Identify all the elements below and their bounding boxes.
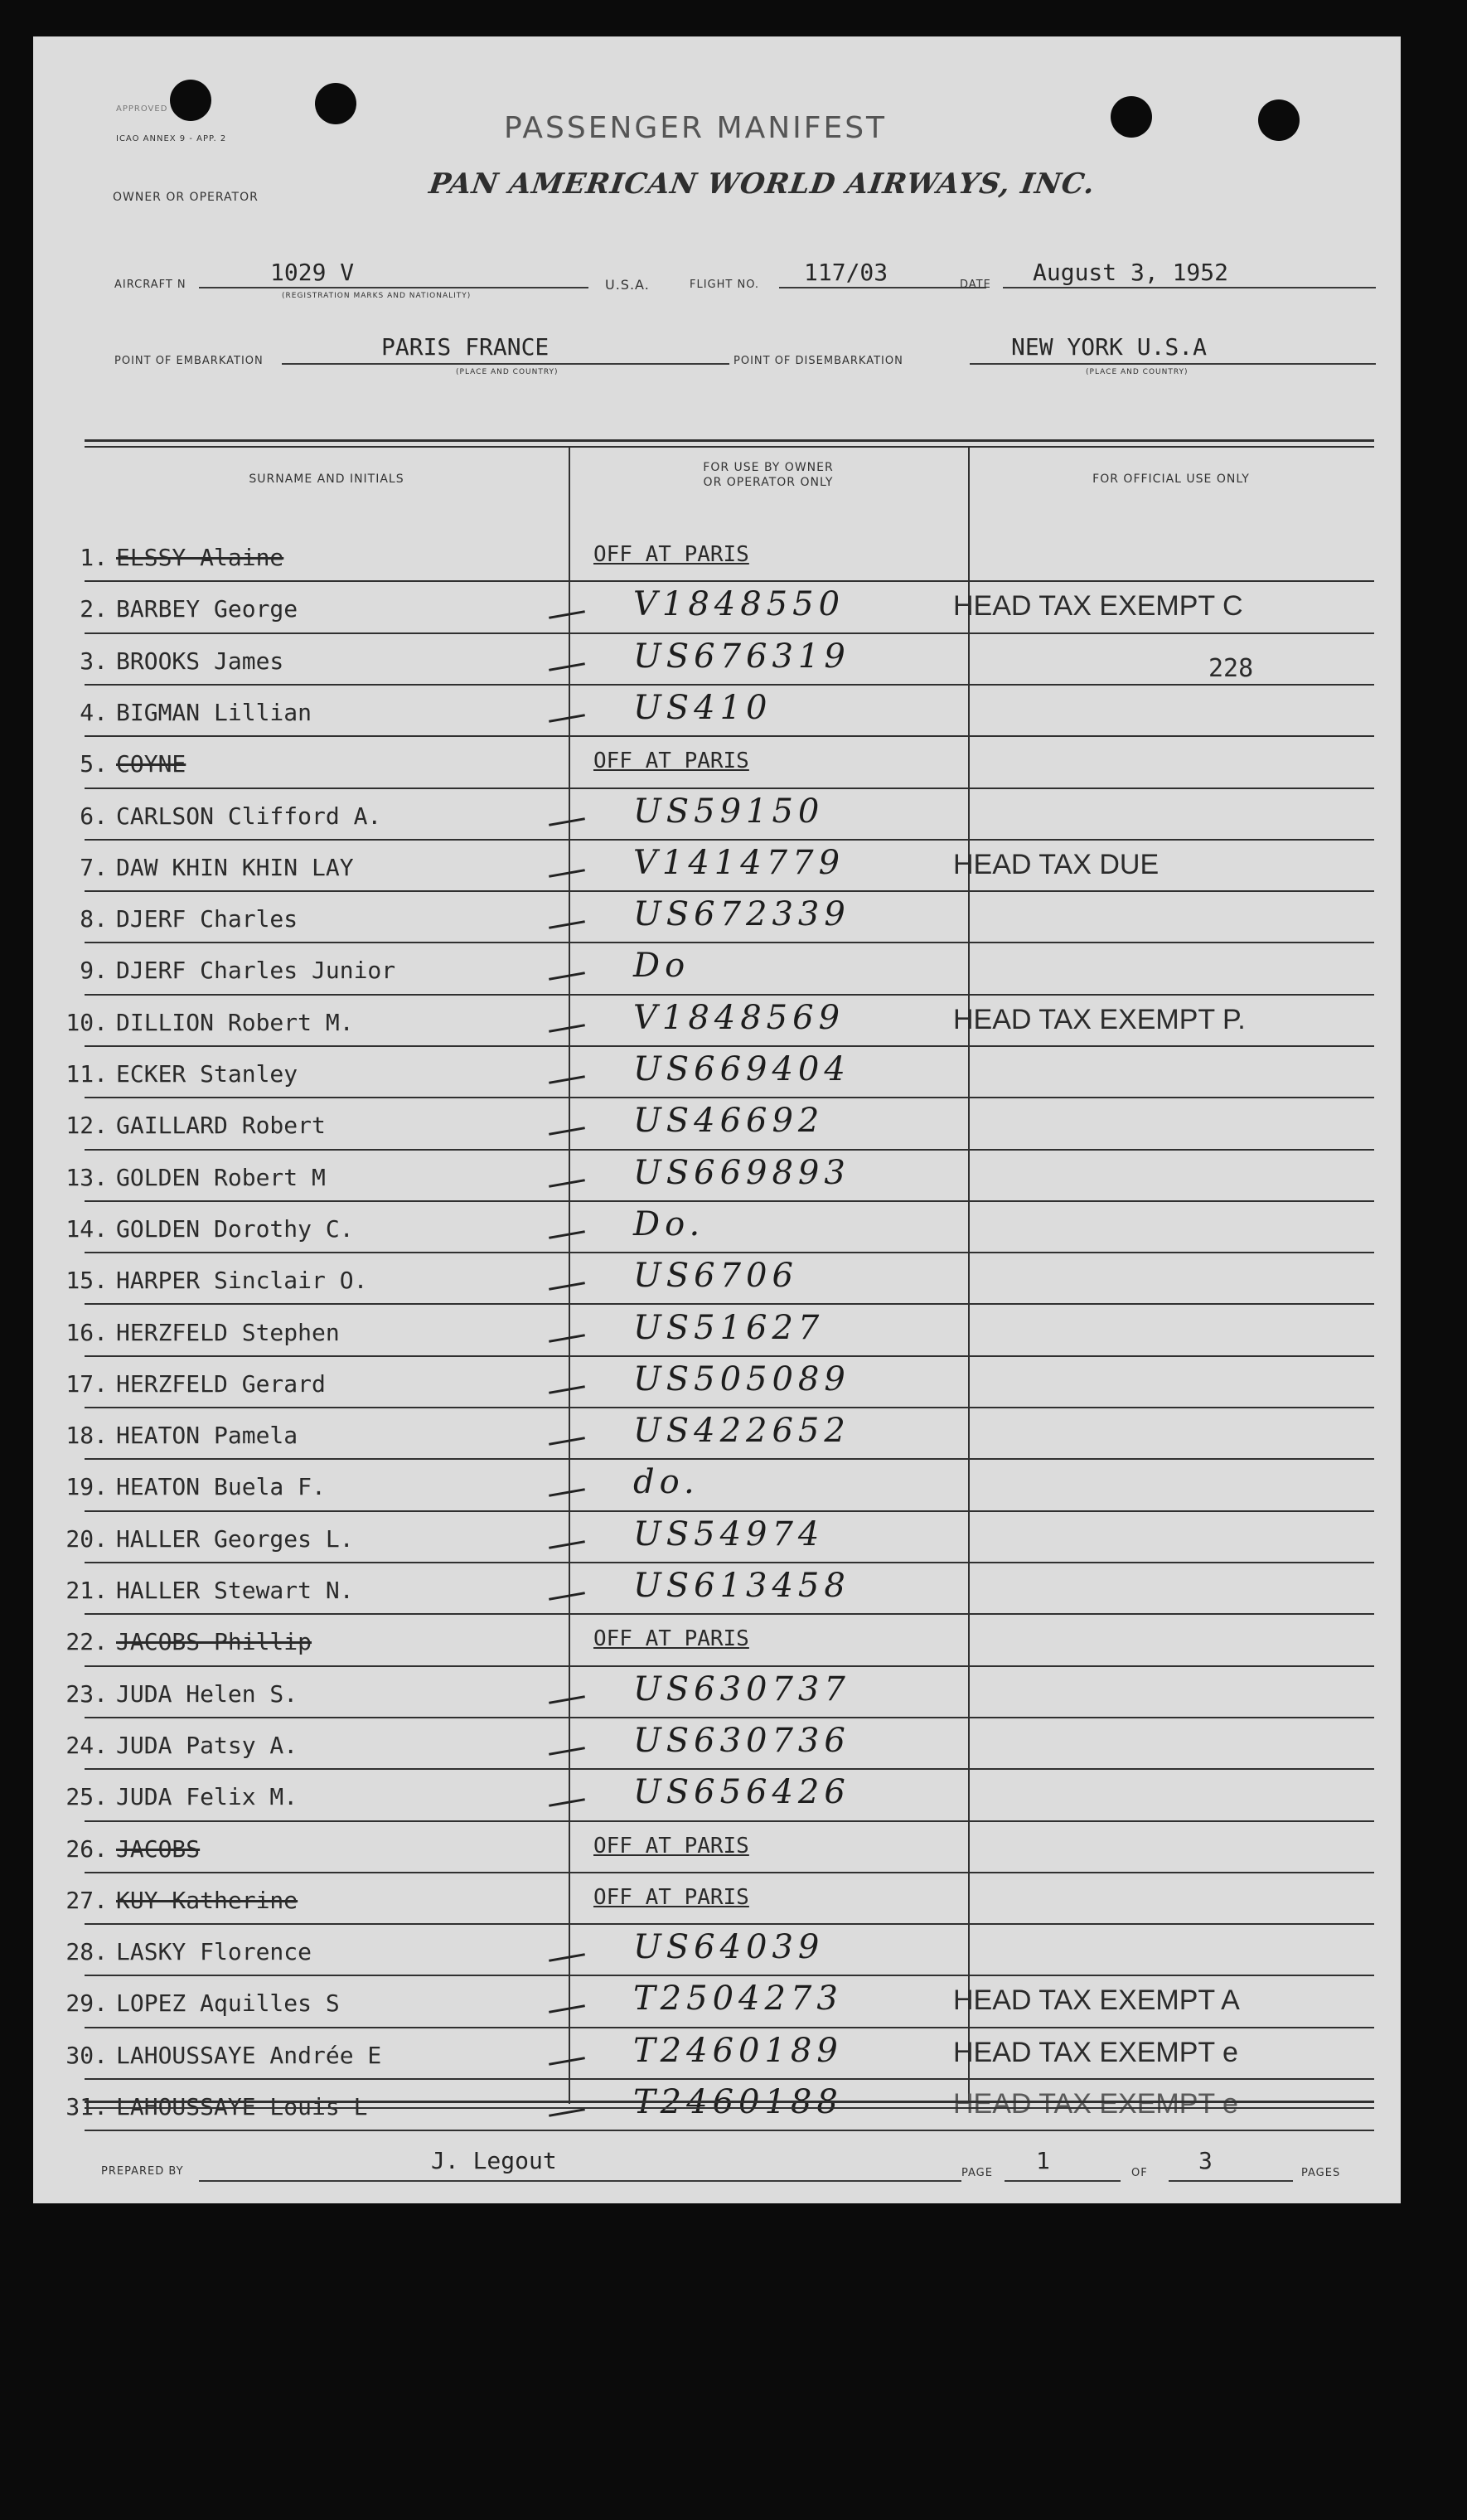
row-rule [85, 1045, 1374, 1047]
punch-hole [1258, 99, 1300, 141]
row-number: 22. [65, 1628, 108, 1655]
row-number: 21. [65, 1577, 108, 1604]
row-number: 11. [65, 1060, 108, 1088]
passenger-name: HERZFELD Stephen [116, 1319, 340, 1346]
passport-number: US676319 [633, 637, 850, 676]
off-at-paris-note: OFF AT PARIS [593, 749, 749, 773]
row-number: 18. [65, 1422, 108, 1449]
row-rule [85, 1149, 1374, 1151]
check-mark [549, 1488, 585, 1497]
row-rule [85, 580, 1374, 582]
passport-number: US656426 [633, 1773, 850, 1811]
passport-number: US422652 [633, 1412, 850, 1450]
aircraft-sub: (REGISTRATION MARKS AND NATIONALITY) [282, 292, 472, 300]
embark-sub: (PLACE AND COUNTRY) [456, 368, 559, 376]
row-rule [85, 1717, 1374, 1718]
passport-number: V1848569 [633, 999, 845, 1037]
date-value: August 3, 1952 [1033, 259, 1229, 286]
head-tax-stamp: HEAD TAX EXEMPT A [953, 1984, 1240, 2016]
passenger-name: ECKER Stanley [116, 1060, 298, 1088]
check-mark [549, 1024, 585, 1033]
passenger-name: JACOBS Phillip [116, 1628, 312, 1655]
passenger-name: COYNE [116, 750, 186, 778]
check-mark [549, 1437, 585, 1446]
column-header-owner: FOR USE BY OWNER [703, 461, 834, 474]
check-mark [549, 662, 585, 671]
passport-number: V1414779 [633, 844, 845, 882]
passport-number: T2460189 [633, 2032, 843, 2070]
row-number: 1. [80, 544, 108, 571]
row-number: 9. [80, 957, 108, 984]
row-rule [85, 684, 1374, 686]
passenger-name: LAHOUSSAYE Andrée E [116, 2042, 382, 2069]
usa-label: U.S.A. [605, 277, 650, 293]
check-mark [549, 1334, 585, 1343]
row-number: 26. [65, 1835, 108, 1863]
row-rule [85, 1923, 1374, 1925]
row-number: 5. [80, 750, 108, 778]
date-label: DATE [960, 279, 991, 291]
row-number: 16. [65, 1319, 108, 1346]
row-rule [85, 890, 1374, 892]
row-rule [85, 1975, 1374, 1976]
passenger-name: JUDA Helen S. [116, 1680, 298, 1708]
check-mark [549, 714, 585, 723]
pages-label: PAGES [1301, 2167, 1341, 2179]
row-rule [85, 2027, 1374, 2028]
passenger-name: LAHOUSSAYE Louis L [116, 2093, 368, 2120]
passport-number: US613458 [633, 1567, 850, 1605]
page-label: PAGE [961, 2167, 993, 2179]
embark-value: PARIS FRANCE [381, 333, 550, 361]
check-mark [549, 1282, 585, 1291]
of-label: OF [1131, 2167, 1148, 2179]
row-rule [85, 1097, 1374, 1098]
off-at-paris-note: OFF AT PARIS [593, 542, 749, 567]
head-tax-stamp: HEAD TAX EXEMPT e [953, 2037, 1238, 2068]
check-mark [549, 1540, 585, 1549]
passport-number: US630737 [633, 1670, 850, 1708]
row-number: 12. [65, 1112, 108, 1139]
row-number: 28. [65, 1938, 108, 1965]
row-number: 10. [65, 1009, 108, 1036]
row-rule [85, 1613, 1374, 1615]
row-rule [85, 788, 1374, 789]
check-mark [549, 2004, 585, 2014]
flight-value: 117/03 [804, 259, 888, 286]
off-at-paris-note: OFF AT PARIS [593, 1885, 749, 1910]
passenger-name: GAILLARD Robert [116, 1112, 326, 1139]
passport-number: Do. [633, 1205, 705, 1243]
row-rule [85, 1510, 1374, 1512]
passport-number: US669893 [633, 1154, 850, 1192]
aircraft-value: 1029 V [270, 259, 355, 286]
check-mark [549, 1592, 585, 1601]
check-mark [549, 1127, 585, 1136]
passenger-name: LOPEZ Aquilles S [116, 1989, 340, 2017]
passenger-name: DAW KHIN KHIN LAY [116, 854, 354, 881]
row-number: 2. [80, 595, 108, 623]
row-number: 7. [80, 854, 108, 881]
passport-number: US59150 [633, 792, 825, 831]
flight-label: FLIGHT NO. [690, 279, 760, 291]
check-mark [549, 610, 585, 619]
prepared-value: J. Legout [431, 2147, 557, 2174]
passenger-name: BIGMAN Lillian [116, 699, 312, 726]
passport-number: US669404 [633, 1050, 850, 1088]
passport-number: US410 [633, 689, 772, 727]
of-value: 3 [1198, 2147, 1213, 2174]
manifest-sheet [33, 36, 1401, 2203]
check-mark [549, 1385, 585, 1394]
passenger-name: HALLER Georges L. [116, 1525, 354, 1553]
row-rule [85, 1252, 1374, 1253]
off-at-paris-note: OFF AT PARIS [593, 1834, 749, 1858]
row-rule [85, 839, 1374, 841]
punch-hole [1111, 96, 1152, 138]
passenger-name: LASKY Florence [116, 1938, 312, 1965]
passenger-name: BROOKS James [116, 647, 284, 675]
disembark-value: NEW YORK U.S.A [1011, 333, 1208, 361]
row-rule [85, 735, 1374, 737]
check-mark [549, 972, 585, 981]
passport-number: V1848550 [633, 585, 845, 623]
row-rule [85, 1458, 1374, 1460]
row-number: 13. [65, 1164, 108, 1191]
row-number: 14. [65, 1215, 108, 1243]
row-rule [85, 1872, 1374, 1873]
passport-number: do. [633, 1463, 700, 1501]
check-mark [549, 2108, 585, 2117]
passenger-name: HEATON Pamela [116, 1422, 298, 1449]
row-rule [85, 2130, 1374, 2131]
row-number: 17. [65, 1370, 108, 1398]
page-title: PASSENGER MANIFEST [504, 111, 888, 145]
company-name: PAN AMERICAN WORLD AIRWAYS, INC. [427, 167, 1097, 201]
check-mark [549, 817, 585, 826]
passenger-name: ELSSY Alaine [116, 544, 284, 571]
passenger-name: GOLDEN Robert M [116, 1164, 326, 1191]
row-rule [85, 1407, 1374, 1408]
passport-number: US6706 [633, 1257, 798, 1295]
row-rule [85, 1355, 1374, 1357]
head-tax-stamp: HEAD TAX EXEMPT C [953, 590, 1243, 622]
row-rule [85, 994, 1374, 996]
aircraft-label: AIRCRAFT N [114, 279, 186, 291]
check-mark [549, 1695, 585, 1704]
row-rule [85, 1768, 1374, 1770]
row-rule [85, 942, 1374, 943]
check-mark [549, 1075, 585, 1084]
check-mark [549, 1953, 585, 1962]
row-rule [85, 1562, 1374, 1563]
corner-note: ICAO ANNEX 9 - APP. 2 [116, 134, 227, 143]
column-header-official: FOR OFFICIAL USE ONLY [1092, 472, 1250, 486]
row-number: 25. [65, 1783, 108, 1810]
row-number: 15. [65, 1267, 108, 1294]
official-note: 228 [1208, 654, 1254, 683]
check-mark [549, 1798, 585, 1807]
check-mark [549, 920, 585, 929]
row-number: 20. [65, 1525, 108, 1553]
row-number: 24. [65, 1732, 108, 1759]
passenger-name: JUDA Felix M. [116, 1783, 298, 1810]
row-rule [85, 1665, 1374, 1667]
passport-number: T2460188 [633, 2083, 843, 2121]
page-value: 1 [1036, 2147, 1050, 2174]
check-mark [549, 1179, 585, 1188]
passenger-name: CARLSON Clifford A. [116, 802, 382, 830]
check-mark [549, 1230, 585, 1239]
row-rule [85, 1820, 1374, 1822]
passport-number: US64039 [633, 1928, 825, 1966]
passport-number: T2504273 [633, 1980, 843, 2018]
row-rule [85, 1303, 1374, 1305]
head-tax-stamp: HEAD TAX DUE [953, 849, 1160, 880]
head-tax-stamp: HEAD TAX EXEMPT P. [953, 1004, 1246, 1035]
row-number: 19. [65, 1473, 108, 1500]
punch-hole [170, 80, 211, 121]
check-mark [549, 2057, 585, 2066]
passenger-name: BARBEY George [116, 595, 298, 623]
off-at-paris-note: OFF AT PARIS [593, 1626, 749, 1651]
passport-number: US505089 [633, 1360, 850, 1398]
disembark-label: POINT OF DISEMBARKATION [734, 355, 903, 367]
passenger-name: JUDA Patsy A. [116, 1732, 298, 1759]
passport-number: US51627 [633, 1309, 825, 1347]
row-number: 27. [65, 1887, 108, 1914]
disembark-sub: (PLACE AND COUNTRY) [1086, 368, 1189, 376]
passport-number: US54974 [633, 1515, 825, 1553]
row-number: 8. [80, 905, 108, 933]
row-rule [85, 1200, 1374, 1202]
passenger-name: HARPER Sinclair O. [116, 1267, 368, 1294]
row-rule [85, 2078, 1374, 2080]
column-header-name: SURNAME AND INITIALS [249, 472, 404, 486]
passenger-name: DJERF Charles [116, 905, 298, 933]
passport-number: US46692 [633, 1102, 825, 1140]
head-tax-stamp: HEAD TAX EXEMPT e [953, 2088, 1238, 2120]
passport-number: US672339 [633, 895, 850, 933]
punch-hole [315, 83, 356, 124]
passenger-name: HALLER Stewart N. [116, 1577, 354, 1604]
passenger-name: HEATON Buela F. [116, 1473, 326, 1500]
passenger-name: HERZFELD Gerard [116, 1370, 326, 1398]
row-number: 29. [65, 1989, 108, 2017]
row-number: 4. [80, 699, 108, 726]
passenger-name: JACOBS [116, 1835, 201, 1863]
check-mark [549, 1747, 585, 1756]
owner-label: OWNER OR OPERATOR [113, 191, 259, 204]
row-rule [85, 632, 1374, 634]
row-number: 31. [65, 2093, 108, 2120]
check-mark [549, 869, 585, 878]
passport-number: Do [633, 947, 690, 985]
passport-number: US630736 [633, 1722, 850, 1760]
row-number: 3. [80, 647, 108, 675]
row-number: 6. [80, 802, 108, 830]
passenger-name: DILLION Robert M. [116, 1009, 354, 1036]
row-number: 23. [65, 1680, 108, 1708]
embark-label: POINT OF EMBARKATION [114, 355, 264, 367]
column-header-owner: OR OPERATOR ONLY [703, 476, 834, 489]
corner-note: APPROVED [116, 104, 168, 114]
prepared-label: PREPARED BY [101, 2165, 184, 2178]
passenger-name: DJERF Charles Junior [116, 957, 396, 984]
passenger-name: GOLDEN Dorothy C. [116, 1215, 354, 1243]
passenger-name: KUY Katherine [116, 1887, 298, 1914]
row-number: 30. [65, 2042, 108, 2069]
